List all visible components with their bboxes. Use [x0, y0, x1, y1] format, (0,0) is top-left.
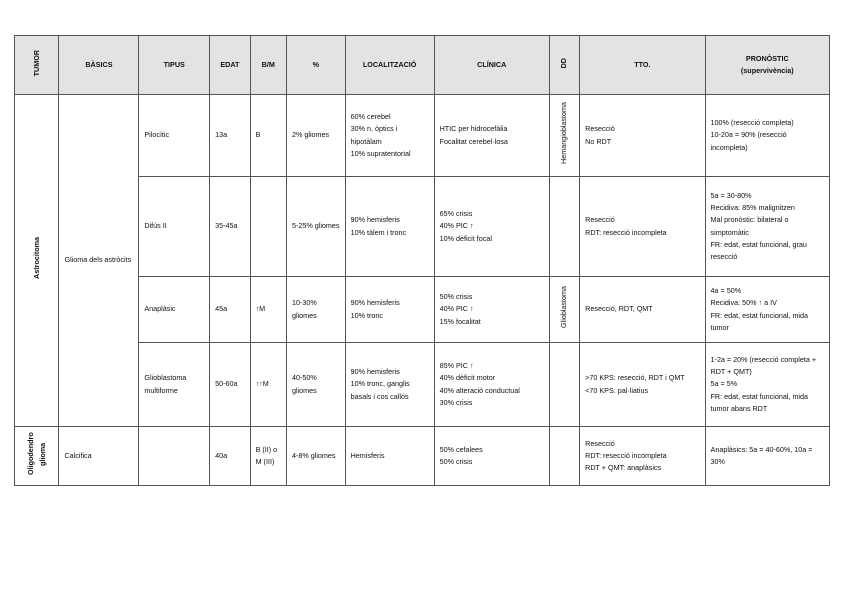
bm-cell: ↑↑M: [250, 343, 286, 427]
tipus-cell: Anaplàsic: [139, 277, 210, 343]
list-item: HTIC per hidrocefàlia: [439, 124, 508, 134]
list-item: 15% focalitat: [439, 316, 481, 326]
list-item: Resecció: [585, 215, 615, 225]
list-item: 50% crisis: [439, 292, 473, 302]
list-item: 40% PIC ↑: [439, 304, 474, 314]
tto-cell: [580, 427, 705, 486]
list-item: Resecció: [585, 438, 615, 448]
pct-cell: 40-50% gliomes: [286, 343, 345, 427]
list-item: >70 KPS: resecció, RDT i QMT: [585, 373, 685, 383]
list-item: 5a = 5%: [710, 379, 738, 389]
pct-cell: 5-25% gliomes: [286, 177, 345, 277]
clinica-cell: [434, 95, 549, 177]
header-tipus: TIPUS: [139, 36, 210, 95]
tipus-cell: Glioblastoma multiforme: [139, 343, 210, 427]
list-item: FR: edat, estat funcional, mida tumor abans RDT: [710, 391, 809, 413]
list-item: Recidiva: 85% malignitzen: [710, 203, 795, 213]
list-item: 10% dèficit focal: [439, 233, 492, 243]
pct-cell: 4-8% gliomes: [286, 427, 345, 486]
list-item: 90% hemisferis: [350, 367, 400, 377]
header-dd: DD: [549, 36, 579, 95]
bm-cell: B (II) o M (III): [250, 427, 286, 486]
header-clinica: CLÍNICA: [434, 36, 549, 95]
list-item: FR: edat, estat funcional, grau resecció: [710, 239, 807, 261]
list-item: Focalitat cerebel·losa: [439, 136, 508, 146]
localitzacio-cell: [345, 95, 434, 177]
header-basics: BÀSICS: [59, 36, 139, 95]
dd-cell: [549, 177, 579, 277]
list-item: 90% hemisferis: [350, 215, 400, 225]
list-item: 65% crisis: [439, 209, 473, 219]
list-item: 40% PIC ↑: [439, 221, 474, 231]
edat-cell: 50-60a: [210, 343, 250, 427]
pronostic-cell: [705, 277, 829, 343]
header-bm: B/M: [250, 36, 286, 95]
pct-cell: 2% gliomes: [286, 95, 345, 177]
pronostic-cell: [705, 95, 829, 177]
basics-oligodendroglioma: Calcifica: [59, 427, 139, 486]
localitzacio-cell: [345, 277, 434, 343]
list-item: RDT: resecció incompleta: [585, 451, 667, 460]
list-item: 100% (resecció completa): [710, 118, 794, 128]
edat-cell: 13a: [210, 95, 250, 177]
pct-cell: 10-30% gliomes: [286, 277, 345, 343]
list-item: 4a = 50%: [710, 286, 742, 296]
edat-cell: 40a: [210, 427, 250, 486]
list-item: RDT + QMT: anaplàsics: [585, 463, 662, 473]
tto-cell: [580, 277, 705, 343]
list-item: No RDT: [585, 136, 612, 146]
tipus-cell: Pilocític: [139, 95, 210, 177]
tumor-astrocitoma: Astrocitoma: [15, 95, 59, 427]
list-item: 10% tàlem i tronc: [350, 227, 407, 237]
table-row: [15, 427, 830, 486]
header-tto: TTO.: [580, 36, 705, 95]
list-item: Resecció, RDT, QMT: [585, 304, 653, 314]
tipus-cell: Difús II: [139, 177, 210, 277]
localitzacio-cell: [345, 427, 434, 486]
list-item: Recidiva: 50% ↑ a IV: [710, 298, 777, 308]
tipus-cell: [139, 427, 210, 486]
localitzacio-cell: [345, 343, 434, 427]
dd-cell: Hemangioblastoma: [549, 95, 579, 177]
clinica-cell: [434, 177, 549, 277]
header-localitzacio: LOCALITZACIÓ: [345, 36, 434, 95]
list-item: 5a = 30-80%: [710, 190, 752, 200]
list-item: 10% tronc, ganglis basals i cos callós: [350, 379, 410, 401]
list-item: Hemisferis: [350, 451, 385, 460]
list-item: Resecció: [585, 124, 615, 134]
header-pct: %: [286, 36, 345, 95]
list-item: 10-20a = 90% (resecció incompleta): [710, 130, 787, 152]
list-item: 40% dèficit motor: [439, 373, 496, 383]
list-item: <70 KPS: pal·liatius: [585, 385, 649, 395]
pronostic-cell: [705, 427, 829, 486]
list-item: 40% alteració conductual: [439, 385, 520, 395]
list-item: Mal pronòstic: bilateral o simptomàtic: [710, 215, 789, 237]
table-row: [15, 95, 830, 177]
bm-cell: [250, 177, 286, 277]
pronostic-cell: [705, 177, 829, 277]
header-row: [15, 36, 830, 95]
clinica-cell: [434, 343, 549, 427]
list-item: 60% cerebel: [350, 112, 391, 122]
edat-cell: 45a: [210, 277, 250, 343]
list-item: RDT: resecció incompleta: [585, 227, 667, 237]
list-item: 30% n. òptics i hipotàlam: [350, 124, 398, 146]
tto-cell: [580, 343, 705, 427]
header-edat: EDAT: [210, 36, 250, 95]
localitzacio-cell: [345, 177, 434, 277]
dd-cell: [549, 427, 579, 486]
list-item: 10% tronc: [350, 310, 383, 320]
list-item: 30% crisis: [439, 397, 473, 407]
header-tumor: TUMOR: [15, 36, 59, 95]
list-item: 50% crisis: [439, 457, 473, 467]
header-pronostic: PRONÒSTIC (supervivència): [705, 36, 829, 95]
clinica-cell: [434, 277, 549, 343]
bm-cell: B: [250, 95, 286, 177]
edat-cell: 35-45a: [210, 177, 250, 277]
clinica-cell: [434, 427, 549, 486]
tto-cell: [580, 177, 705, 277]
bm-cell: ↑M: [250, 277, 286, 343]
dd-cell: Glioblastoma: [549, 277, 579, 343]
tto-cell: [580, 95, 705, 177]
tumor-oligodendroglioma: Oligodendro glioma: [15, 427, 59, 486]
list-item: 10% supratentorial: [350, 148, 411, 158]
list-item: FR: edat, estat funcional, mida tumor: [710, 310, 809, 332]
dd-cell: [549, 343, 579, 427]
list-item: 90% hemisferis: [350, 298, 400, 308]
list-item: 1-2a = 20% (resecció completa + RDT + QMT): [710, 354, 817, 377]
list-item: 85% PIC ↑: [439, 361, 474, 371]
list-item: 50% cefalees: [439, 444, 483, 454]
list-item: Anaplàsics: 5a = 40-60%, 10a = 30%: [710, 444, 813, 467]
tumor-table: [14, 35, 830, 486]
basics-astrocitoma: Glioma dels astròcits: [59, 95, 139, 427]
pronostic-cell: [705, 343, 829, 427]
